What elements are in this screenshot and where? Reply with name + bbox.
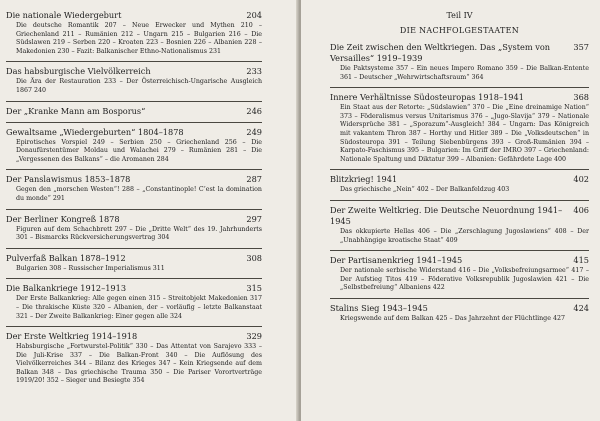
right-toc-column — [330, 10, 589, 324]
toc-entry-page: 287 — [246, 174, 262, 185]
toc-entry-page: 297 — [246, 213, 262, 224]
toc-entry-page: 308 — [246, 252, 262, 263]
toc-entry-page: 315 — [246, 283, 262, 294]
divider — [6, 61, 262, 62]
toc-entry-subsections: Epirotisches Vorspiel 249 – Serbien 250 – Griechenland 256 – Die Donaufürstentümer Moldau und Walachei 279 – Rumänien 281 – Die „Vergessenen des Balkans“ – die Aromanen 284 — [16, 138, 262, 163]
toc-entry — [330, 205, 589, 245]
toc-entry — [330, 92, 589, 164]
toc-entry — [6, 66, 262, 95]
toc-entry-title: Die Balkankriege 1912–1913 — [6, 283, 127, 294]
divider — [330, 87, 589, 88]
toc-entry-title: Stalins Sieg 1943–1945 — [330, 302, 428, 313]
divider — [6, 169, 262, 170]
toc-entry-subsections: Die deutsche Romantik 207 – Neue Erwecker und Mythen 210 – Griechenland 211 – Rumänien 212 – Ungarn 215 – Bulgarien 216 – Die Südslawen 219 – Serben 220 – Kroaten 223 – Bosnien 226 – Albanien 228 – Makedonien 230 – Fazit: Balkanischer Ethno-Nationalismus 231 — [16, 22, 262, 55]
toc-entry-page: 233 — [246, 66, 262, 77]
toc-entry-title: Der Zweite Weltkrieg. Die Deutsche Neuordnung 1941–1945 — [330, 204, 563, 226]
toc-entry-page: 329 — [246, 331, 262, 342]
toc-entry-subsections: Die Ära der Restauration 233 – Der Österreichisch-Ungarische Ausgleich 1867 240 — [16, 78, 262, 94]
toc-entry-title: Der Partisanenkrieg 1941–1945 — [330, 255, 463, 266]
toc-entry-title: Das habsburgische Vielvölkerreich — [6, 66, 151, 77]
toc-entry — [6, 10, 262, 56]
left-page — [0, 0, 299, 421]
toc-entry-title: Die nationale Wiedergeburt — [6, 10, 122, 20]
toc-entry-page: 249 — [246, 126, 262, 137]
toc-entry-page: 246 — [246, 105, 262, 116]
divider — [330, 200, 589, 201]
divider — [6, 122, 262, 123]
divider — [6, 278, 262, 279]
toc-entry — [6, 174, 262, 203]
toc-entry-page: 406 — [573, 204, 589, 215]
toc-entry-subsections: Figuren auf dem Schachbrett 297 – Die „Dritte Welt“ des 19. Jahrhunderts 301 – Bismarcks Rückversicherungsvertrag 304 — [16, 225, 262, 242]
divider — [330, 298, 589, 299]
toc-entry-subsections: Kriegswende auf dem Balkan 425 – Das Jahrzehnt der Flüchtlinge 427 — [340, 314, 565, 322]
toc-entry-subsections: Habsburgische „Fortwurstel-Politik“ 330 – Das Attentat von Sarajevo 333 – Die Juli-Krise 337 – Die Balkan-Front 340 – Die Auflösung des Vielvölkerreiches 344 – Bilanz des Krieges 347 – Kein Kriegsende auf dem Balkan 348 – Das griechische Trauma 350 – Die Pariser Vorortverträge 1919/20! 352 – Sieger und Besiegte 354 — [16, 343, 262, 385]
toc-entry — [6, 127, 262, 165]
divider — [330, 169, 589, 170]
toc-entry — [6, 214, 262, 243]
toc-entry-title: Der Berliner Kongreß 1878 — [6, 213, 120, 224]
toc-entry-title: Innere Verhältnisse Südosteuropas 1918–1941 — [330, 92, 524, 103]
part-title: DIE NACHFOLGESTAATEN — [399, 26, 520, 35]
toc-entry — [6, 283, 262, 321]
toc-entry — [6, 106, 262, 117]
divider — [6, 209, 262, 210]
toc-entry-page: 357 — [573, 42, 589, 52]
toc-entry — [330, 303, 589, 324]
toc-entry-subsections: Das okkupierte Hellas 406 – Die „Zerschlagung Jugoslawiens“ 408 – Der „Unabhängige kroatische Staat“ 409 — [340, 227, 589, 244]
toc-entry-page: 368 — [573, 92, 589, 103]
toc-entry-title: Blitzkrieg! 1941 — [330, 174, 398, 185]
toc-entry-title: Gewaltsame „Wiedergeburten“ 1804–1878 — [6, 126, 184, 137]
toc-entry-page: 204 — [246, 10, 262, 20]
toc-entry-subsections: Der Erste Balkankrieg: Alle gegen einen 315 – Streitobjekt Makedonien 317 – Die thrakische Küste 320 – Albanien, der – vorläufig – letzte Balkanstaat 321 – Der Zweite Balkankrieg: Einer gegen alle 324 — [16, 295, 262, 320]
left-toc-column — [6, 10, 262, 386]
toc-entry-subsections: Die Paktsysteme 357 – Ein neues Impero Romano 359 – Die Balkan-Entente 361 – Deutscher „Wehrwirtschaftsraum“ 364 — [340, 65, 589, 81]
toc-entry-subsections: Der nationale serbische Widerstand 416 – Die „Volksbefreiungsarmee“ 417 – Der Aufstieg Titos 419 – Föderative Volksrepublik Jugoslawien 421 – Die „Selbstbefreiung“ Albaniens 422 — [340, 267, 589, 292]
toc-entry — [6, 331, 262, 386]
toc-entry-subsections: Gegen den „morschen Westen“! 288 – „Constantinople! C’est la domination du monde“ 291 — [16, 186, 262, 202]
toc-entry-page: 402 — [573, 174, 589, 185]
toc-entry-title: Die Zeit zwischen den Weltkriegen. Das „System von Versailles“ 1919–1939 — [330, 42, 551, 63]
toc-entry — [330, 174, 589, 195]
toc-entry — [6, 253, 262, 274]
toc-entry-page: 415 — [573, 255, 589, 266]
toc-entry-title: Der Erste Weltkrieg 1914–1918 — [6, 331, 138, 342]
toc-entry — [330, 255, 589, 293]
toc-entry-subsections: Das griechische „Nein“ 402 – Der Balkanfeldzug 403 — [340, 186, 510, 194]
divider — [6, 326, 262, 327]
divider — [330, 250, 589, 251]
toc-entry — [330, 42, 589, 82]
toc-entry-title: Pulverfaß Balkan 1878–1912 — [6, 252, 126, 263]
toc-entry-subsections: Bulgarien 308 – Russischer Imperialismus 311 — [16, 264, 165, 272]
divider — [6, 101, 262, 102]
part-label: Teil IV — [446, 11, 473, 20]
toc-entry-page: 424 — [573, 302, 589, 313]
divider — [6, 248, 262, 249]
toc-entry-subsections: Ein Staat aus der Retorte: „Südslawien“ 370 – Die „Eine dreinamige Nation“ 373 – Föderalismus versus Unitarismus 376 – „Jugo-Slavija“ 379 – Nationale Widersprüche 381 – „Sporazum“-Ausgleich! 384 – Ungarn: Das Königreich mit vakantem Thron 387 – Horthy und Hitler 389 – Die „Volksdeutschen“ in Südosteuropa 391 – Teilung Siebenbürgens 393 – Groß-Rumänien 394 – Karpato-Faschismus 395 – Bulgarien: Im Griff der IMRO 397 – Griechenland: Nationale Spaltung und Diktatur 399 – Albanien: Gefährdete Lage 400 — [340, 104, 589, 163]
toc-entry-title: Der Panslawismus 1853–1878 — [6, 174, 131, 185]
right-page — [301, 0, 600, 421]
toc-entry-title: Der „Kranke Mann am Bosporus“ — [6, 105, 146, 116]
